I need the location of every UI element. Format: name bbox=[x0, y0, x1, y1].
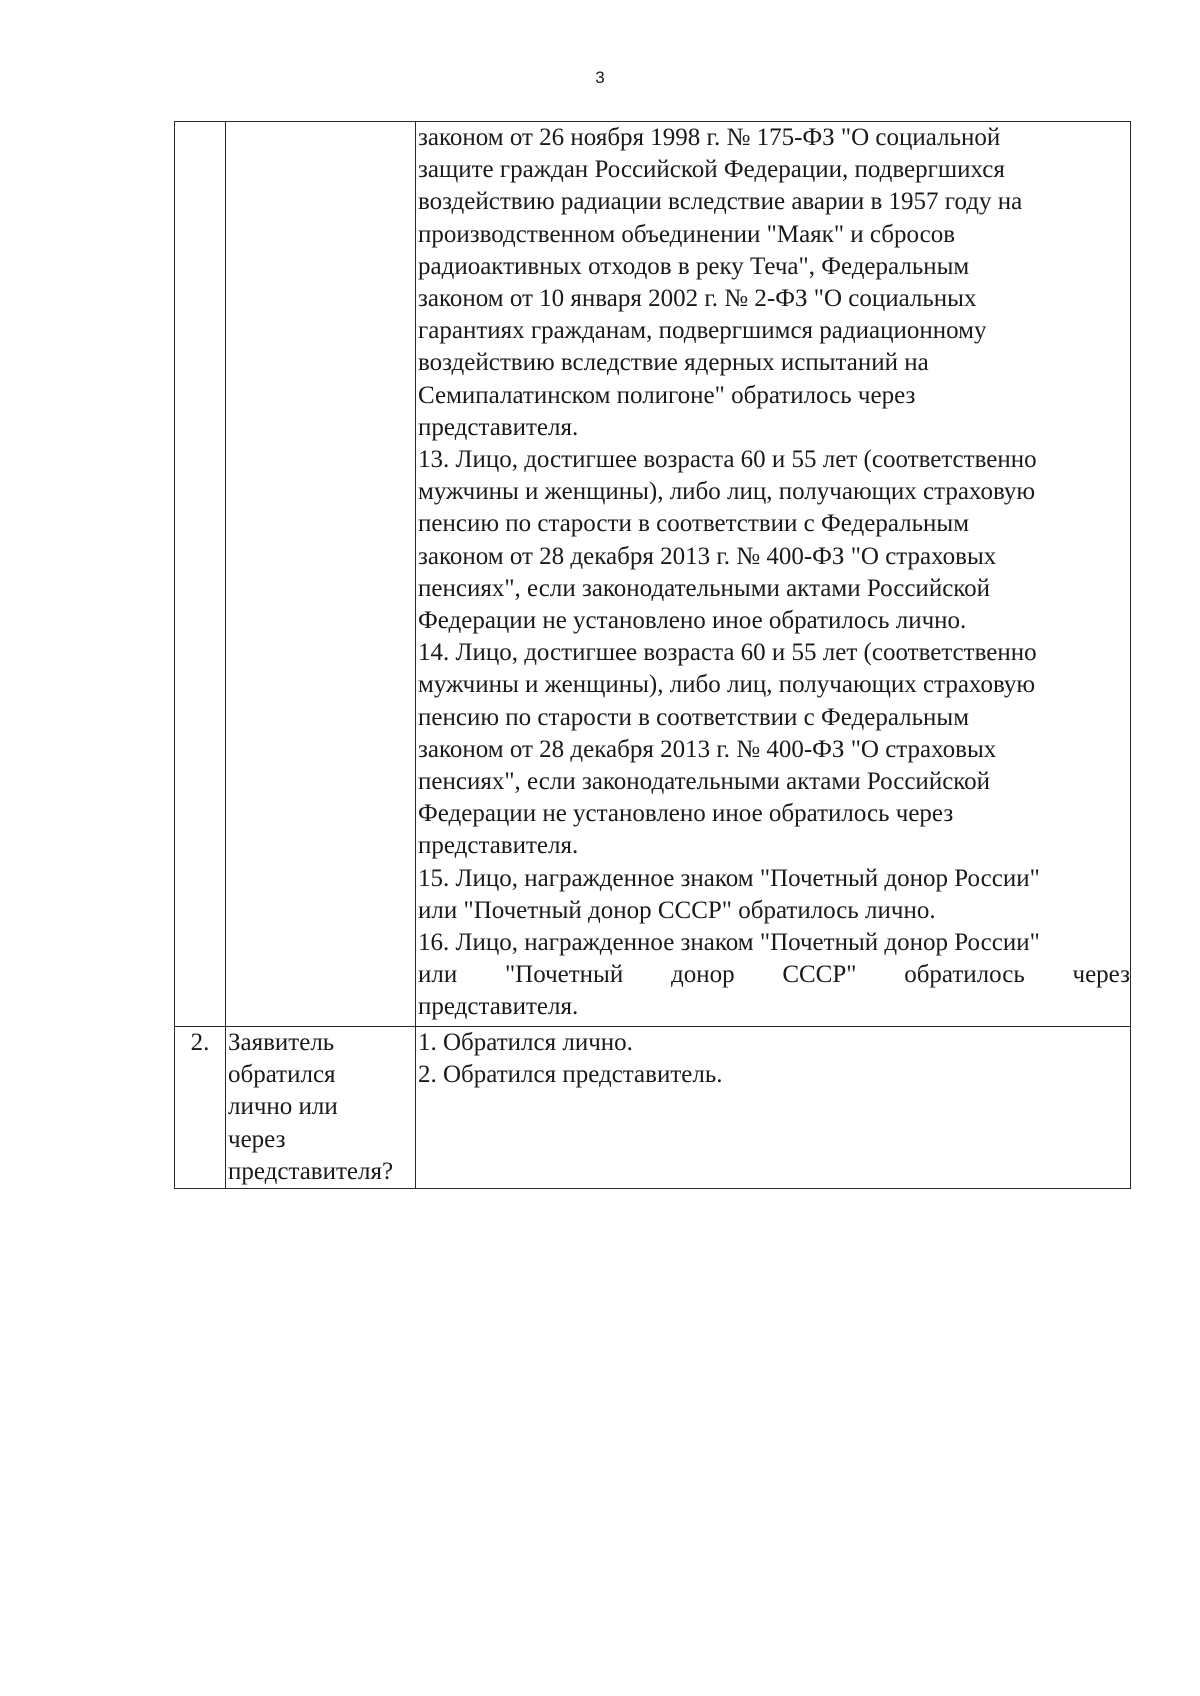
text-line: защите граждан Российской Федерации, подвергшихся bbox=[418, 156, 1005, 184]
text-line: 16. Лицо, награжденное знаком "Почетный донор России" bbox=[418, 929, 1040, 957]
question-line: обратился bbox=[228, 1061, 336, 1089]
answer-options-cell bbox=[416, 122, 1131, 1027]
text-line: законом от 28 декабря 2013 г. № 400-ФЗ "О страховых bbox=[418, 542, 997, 570]
question-line: Заявитель bbox=[228, 1029, 335, 1056]
document-table bbox=[174, 121, 1131, 1189]
answer-options-cell bbox=[416, 1027, 1131, 1189]
table-row bbox=[175, 122, 1131, 1027]
table-row bbox=[175, 1027, 1131, 1189]
word: донор bbox=[670, 961, 735, 989]
text-line: пенсиях", если законодательными актами Российской bbox=[418, 574, 991, 602]
question-cell bbox=[226, 1027, 416, 1189]
word: "Почетный bbox=[504, 961, 624, 989]
text-line: пенсию по старости в соответствии с Федеральным bbox=[418, 703, 970, 731]
text-line: Федерации не установлено иное обратилось лично. bbox=[418, 607, 967, 635]
text-line: 13. Лицо, достигшее возраста 60 и 55 лет (соответственно bbox=[418, 446, 1037, 474]
question-line: через bbox=[228, 1125, 286, 1153]
text-line: пенсиях", если законодательными актами Российской bbox=[418, 768, 991, 796]
word: обратилось bbox=[904, 961, 1025, 989]
text-line: представителя. bbox=[418, 993, 579, 1021]
text-line: мужчины и женщины), либо лиц, получающих страховую bbox=[418, 478, 1036, 506]
text-line: 14. Лицо, достигшее возраста 60 и 55 лет (соответственно bbox=[418, 639, 1037, 667]
text-line: 15. Лицо, награжденное знаком "Почетный донор России" bbox=[418, 864, 1040, 892]
word: через bbox=[1072, 961, 1130, 989]
text-line: законом от 10 января 2002 г. № 2-ФЗ "О социальных bbox=[418, 285, 977, 313]
text-line: мужчины и женщины), либо лиц, получающих страховую bbox=[418, 671, 1036, 699]
text-line: законом от 26 ноября 1998 г. № 175-ФЗ "О социальной bbox=[418, 124, 1001, 151]
answer-option: 2. Обратился представитель. bbox=[418, 1061, 723, 1089]
row-number-cell: 2. bbox=[175, 1027, 226, 1189]
question-line: представителя? bbox=[228, 1157, 394, 1185]
text-line: Семипалатинском полигоне" обратилось через bbox=[418, 381, 916, 409]
text-line: радиоактивных отходов в реку Теча", Федеральным bbox=[418, 252, 970, 280]
word: СССР" bbox=[782, 961, 857, 989]
question-line: лично или bbox=[228, 1093, 338, 1121]
text-line-justified bbox=[416, 959, 1130, 991]
text-line: законом от 28 декабря 2013 г. № 400-ФЗ "О страховых bbox=[418, 735, 997, 763]
word: или bbox=[418, 961, 458, 989]
text-line: пенсию по старости в соответствии с Федеральным bbox=[418, 510, 970, 538]
answer-option: 1. Обратился лично. bbox=[418, 1029, 633, 1056]
page-number: 3 bbox=[595, 68, 605, 87]
text-line: Федерации не установлено иное обратилось через bbox=[418, 800, 954, 828]
text-line: представителя. bbox=[418, 832, 579, 860]
text-line: производственном объединении "Маяк" и сбросов bbox=[418, 220, 956, 248]
text-line: или "Почетный донор СССР" обратилось лично. bbox=[418, 896, 936, 924]
text-line: представителя. bbox=[418, 413, 579, 441]
text-line: воздействию радиации вследствие аварии в 1957 году на bbox=[418, 188, 1023, 216]
text-line: гарантиях гражданам, подвергшимся радиационному bbox=[418, 317, 987, 345]
row-number-cell bbox=[175, 122, 226, 1027]
text-line: воздействию вследствие ядерных испытаний на bbox=[418, 349, 929, 377]
question-cell bbox=[226, 122, 416, 1027]
